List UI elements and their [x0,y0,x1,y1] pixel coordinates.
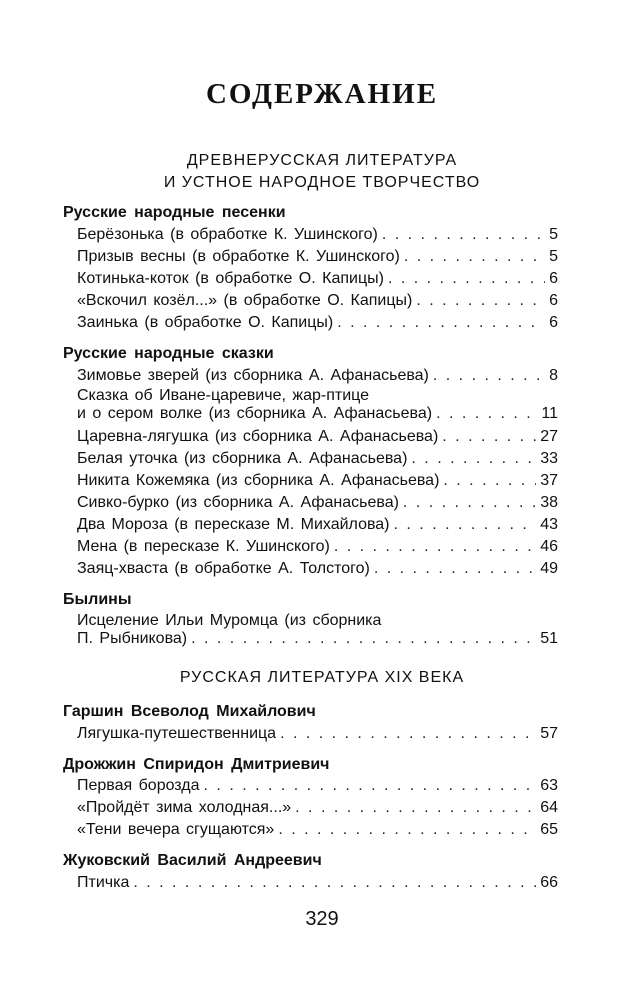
toc-entry [77,821,558,839]
toc-entry [77,314,558,332]
toc-entry-title: Сивко-бурко (из сборника А. Афанасьева) [77,494,399,511]
toc-entry-page: 37 [540,472,558,489]
toc-entry [77,292,558,310]
toc-entry-title: «Пройдёт зима холодная...» [77,799,292,816]
toc-entry-title: Птичка [77,874,130,891]
toc-entry-title: Призыв весны (в обработке К. Ушинского) [77,248,400,265]
toc-entry-page: 5 [549,226,558,243]
toc-entry-page: 49 [540,560,558,577]
toc-entry [77,405,558,423]
toc-entry-title: и о сером волке (из сборника А. Афанасьева) [77,405,433,422]
toc-entry [77,226,558,244]
toc-entry-title: «Тени вечера сгущаются» [77,821,275,838]
toc-entry [77,799,558,817]
toc-entry [77,472,558,490]
dot-leader [374,560,536,578]
toc-entry-page: 8 [549,367,558,384]
toc-entry-title: П. Рыбникова) [77,630,188,647]
toc-entry [77,777,558,795]
part-heading-line-2: И УСТНОЕ НАРОДНОЕ ТВОРЧЕСТВО [163,174,481,191]
dot-leader [443,472,536,490]
toc-entry-title: Котинька-коток (в обработке О. Капицы) [77,270,384,287]
toc-entry-title: Заяц-хваста (в обработке А. Толстого) [77,560,370,577]
toc-entry-page: 6 [549,314,558,331]
toc-entry [77,538,558,556]
dot-leader [436,405,537,423]
page-number: 329 [305,908,339,930]
toc-entry [77,450,558,468]
dot-leader [382,226,545,244]
toc-entry [77,428,558,446]
toc-entry-page: 51 [540,630,558,647]
dot-leader [278,821,536,839]
part-heading-line-1: ДРЕВНЕРУССКАЯ ЛИТЕРАТУРА [186,152,458,169]
toc-entry-title: Мена (в пересказе К. Ушинского) [77,538,330,555]
toc-entry-page: 33 [540,450,558,467]
toc-entry-title-line-1: Сказка об Иване-царевиче, жар-птице [77,387,370,404]
toc-entry-page: 64 [540,799,558,816]
toc-entry-page: 27 [540,428,558,445]
dot-leader [280,725,536,743]
dot-leader [334,538,536,556]
dot-leader [403,494,536,512]
section-title-drozhzhin: Дрожжин Спиридон Дмитриевич [63,756,330,773]
section-title-zhukovsky: Жуковский Василий Андреевич [63,852,322,869]
dot-leader [404,248,545,266]
dot-leader [442,428,536,446]
part-heading-old-russian [0,150,644,194]
toc-entry-title: Зимовье зверей (из сборника А. Афанасьева) [77,367,429,384]
toc-entry-page: 11 [541,405,558,422]
page-title: СОДЕРЖАНИЕ [205,78,439,110]
toc-entry-page: 65 [540,821,558,838]
section-title-songs: Русские народные песенки [63,204,286,221]
toc-entry [77,630,558,648]
toc-entry-title: Берёзонька (в обработке К. Ушинского) [77,226,378,243]
toc-entry-title: Первая борозда [77,777,200,794]
toc-entry-page: 5 [549,248,558,265]
toc-entry [77,560,558,578]
toc-entry-page: 6 [549,270,558,287]
toc-entry [77,725,558,743]
toc-entry [77,270,558,288]
toc-entry-page: 38 [540,494,558,511]
section-title-tales: Русские народные сказки [63,345,274,362]
toc-entry-title: Заинька (в обработке О. Капицы) [77,314,334,331]
section-title-byliny: Былины [63,591,132,608]
dot-leader [416,292,545,310]
part-heading-19th-century [0,667,644,689]
section-title-garshin: Гаршин Всеволод Михайлович [63,703,316,720]
part-heading-line-1: РУССКАЯ ЛИТЕРАТУРА XIX ВЕКА [179,669,465,686]
dot-leader [204,777,537,795]
dot-leader [411,450,536,468]
toc-entry-page: 63 [540,777,558,794]
dot-leader [133,874,536,892]
toc-entry-title: Лягушка-путешественница [77,725,277,742]
dot-leader [388,270,545,288]
toc-entry [77,494,558,512]
toc-entry-title: «Вскочил козёл...» (в обработке О. Капицы) [77,292,413,309]
toc-entry-page: 6 [549,292,558,309]
dot-leader [337,314,545,332]
dot-leader [394,516,537,534]
toc-entry-page: 46 [540,538,558,555]
toc-entry-page: 66 [540,874,558,891]
toc-entry [77,248,558,266]
toc-entry-page: 57 [540,725,558,742]
dot-leader [295,799,536,817]
toc-entry [77,516,558,534]
toc-entry [77,874,558,892]
toc-entry [77,367,558,385]
toc-entry-title-line-1: Исцеление Ильи Муромца (из сборника [77,612,382,629]
toc-entry-title: Никита Кожемяка (из сборника А. Афанасьева) [77,472,440,489]
toc-entry-page: 43 [540,516,558,533]
dot-leader [433,367,545,385]
dot-leader [191,630,536,648]
toc-entry-title: Царевна-лягушка (из сборника А. Афанасьева) [77,428,439,445]
toc-entry-title: Белая уточка (из сборника А. Афанасьева) [77,450,408,467]
toc-entry-title: Два Мороза (в пересказе М. Михайлова) [77,516,390,533]
